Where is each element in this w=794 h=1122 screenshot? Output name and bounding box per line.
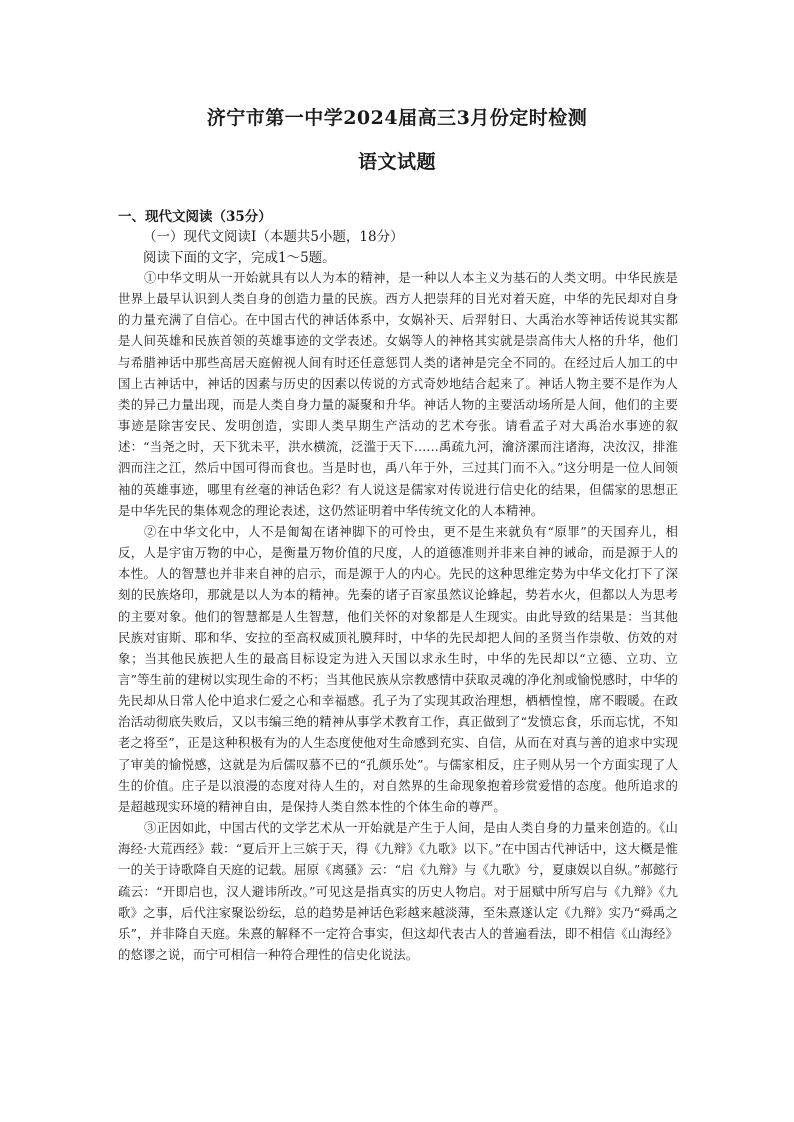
passage-paragraph-3: ③正因如此，中国古代的文学艺术从一开始就是产生于人间，是由人类自身的力量来创造的。《山海经·大荒西经》载：“夏后开上三嫔于天，得《九辩》《九歌》以下。”在中国古代神话中，这大概是惟一的关于诗歌降自天庭的记载。屈原《离骚》云：“启《九辩》与《九歌》兮，夏康娱以自纵。”郝懿行疏云：“开即启也，汉人避讳所改。”可见这是指真实的历史人物启。对于屈赋中所写启与《九辩》《九歌》之事，后代注家聚讼纷纭，总的趋势是神话色彩越来越淡薄，至朱熹遂认定《九辩》实乃“舜禹之乐”，并非降自天庭。朱熹的解释不一定符合事实，但这却代表古人的普遍看法，即不相信《山海经》的悠谬之说，而宁可相信一种符合理性的信史化说法。: [118, 820, 678, 962]
passage-paragraph-2: ②在中华文化中，人不是匍匐在诸神脚下的可怜虫，更不是生来就负有“原罪”的天国弃儿，相反，人是宇宙万物的中心，是衡量万物价值的尺度，人的道德准则并非来自神的诫命，而是源于人的本性。人的智慧也并非来自神的启示，而是源于人的内心。先民的这种思维定势为中华文化打下了深刻的民族烙印，那就是以人为本的精神。先秦的诸子百家虽然议论蜂起，势若水火，但都以人为思考的主要对象。他们的智慧都是人生智慧，他们关怀的对象都是人生现实。由此导致的结果是：当其他民族对宙斯、耶和华、安拉的至高权威顶礼膜拜时，中华的先民却把人间的圣贤当作崇敬、仿效的对象；当其他民族把人生的最高目标设定为进入天国以求永生时，中华的先民却以“立德、立功、立言”等生前的建树以实现生命的不朽；当其他民族从宗教感情中获取灵魂的净化剂或愉悦感时，中华的先民却从日常人伦中追求仁爱之心和幸福感。孔子为了实现其政治理想，栖栖惶惶，席不暇暖。在政治活动彻底失败后，又以韦编三绝的精神从事学术教育工作，真正做到了“发愤忘食，乐而忘忧，不知老之将至”，正是这种积极有为的人生态度使他对生命感到充实、自信，从而在对真与善的追求中实现了审美的愉悦感，这就是为后儒叹慕不已的“孔颜乐处”。与儒家相反，庄子则从另一个方面实现了人生的价值。庄子是以浪漫的态度对待人生的，对自然界的生命现象抱着珍赏爱惜的态度。他所追求的是超越现实环境的精神自由，是保持人类自然本性的个体生命的尊严。: [118, 523, 678, 814]
exam-subtitle: 语文试题: [357, 151, 436, 173]
section-heading: 一、现代文阅读（35分）: [118, 209, 272, 225]
passage-paragraph-1: ①中华文明从一开始就具有以人为本的精神，是一种以人本主义为基石的人类文明。中华民族是世界上最早认识到人类自身的创造力量的民族。西方人把崇拜的目光对着天庭，中华的先民却对自身的力量充满了自信心。在中国古代的神话体系中，女娲补天、后羿射日、大禹治水等神话传说其实都是人间英雄和民族首领的英雄事迹的文学表述。女娲等人的神格其实就是崇高伟大人格的升华，他们与希腊神话中那些高居天庭俯视人间有时还任意惩罚人类的诸神是完全不同的。在经过后人加工的中国上古神话中，神话的因素与历史的因素以传说的方式奇妙地结合起来了。神话人物主要不是作为人类的异己力量出现，而是人类自身力量的凝聚和升华。神话人物的主要活动场所是人间，他们的主要事迹是除害安民、发明创造，实即人类早期生产活动的艺术夸张。请看孟子对大禹治水事迹的叙述：“当尧之时，天下犹未平，洪水横流，泛滥于天下……禹疏九河，瀹济漯而注诸海，决汝汉，排淮泗而注之江，然后中国可得而食也。当是时也，禹八年于外，三过其门而不入。”这分明是一位人间领袖的英雄事迹，哪里有丝毫的神话色彩？有人说这是儒家对传说进行信史化的结果，但儒家的思想正是中华先民的集体观念的理论表述，这仍然证明着中华传统文化的人本精神。: [118, 270, 678, 518]
reading-passage: [118, 267, 678, 965]
exam-title: 济宁市第一中学2024届高三3月份定时检测: [206, 107, 588, 129]
reading-instruction: 阅读下面的文字，完成1～5题。: [143, 250, 336, 266]
subsection-heading: （一）现代文阅读Ⅰ（本题共5小题，18分）: [143, 229, 404, 245]
